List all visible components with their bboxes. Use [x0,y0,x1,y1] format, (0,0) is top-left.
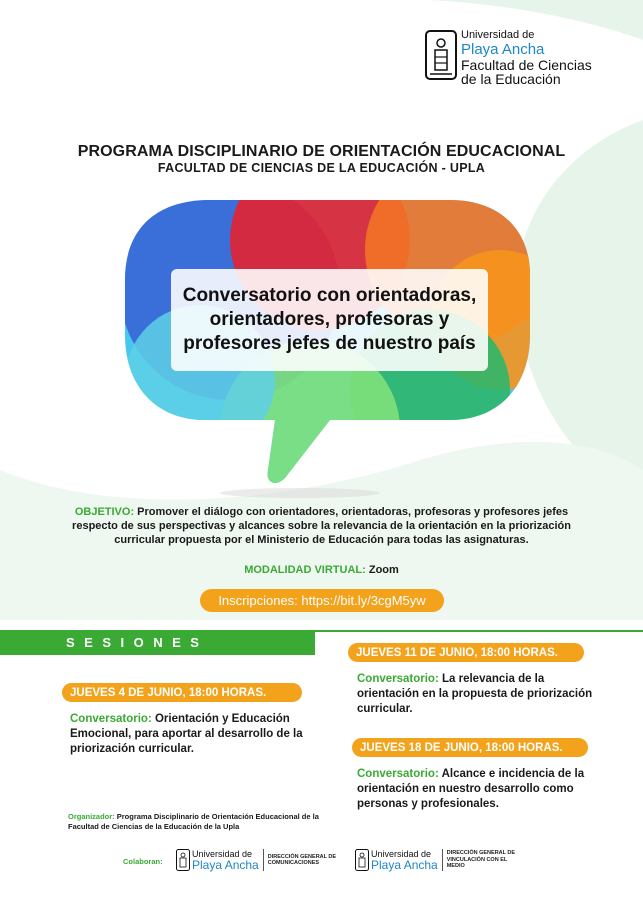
organizer-label: Organizador: [68,812,115,821]
session-description-3 [357,767,607,812]
university-emblem-icon [355,849,369,871]
session-text-2: La relevancia de la orientación en la propuesta de priorización curricular. [357,673,593,715]
session-label-1: Conversatorio: [70,713,152,725]
collaborator-2-line-2: Playa Ancha [371,857,438,872]
sessions-header [0,630,315,655]
organizer-text: Programa Disciplinario de Orientación Educacional de la Facultad de Ciencias de la Educación de la Upla [68,812,319,831]
page-title: PROGRAMA DISCIPLINARIO DE ORIENTACIÓN EDUCACIONAL [77,143,566,160]
collaborator-2-line-1: Universidad de [371,848,432,859]
collaborator-logo-2 [355,849,517,871]
session-date-2: JUEVES 11 DE JUNIO, 18:00 HORAS. [348,643,584,662]
modality-label: MODALIDAD VIRTUAL: [244,564,366,576]
sessions-divider [315,630,643,632]
collaborator-2-dept: DIRECCIÓN GENERAL DE VINCULACIÓN CON EL MEDIO [446,850,516,870]
divider [442,849,443,871]
collaborator-1-line-2: Playa Ancha [192,857,259,872]
collaborators-label: Colaboran: [123,857,163,866]
logo-line-4: de la Educación [461,71,561,87]
session-description-1 [70,712,310,757]
collaborator-1-dept: DIRECCIÓN GENERAL DE COMUNICACIONES [267,853,337,866]
registration-link[interactable]: Inscripciones: https://bit.ly/3cgM5yw [200,589,444,612]
objective-text: Promover el diálogo con orientadores, orientadoras, profesoras y profesores jefes respecto de sus perspectivas y alcances sobre la relevancia de la orientación en la priorización curricular propuesta por el Ministerio de Educación para todas las asignaturas. [72,506,571,546]
session-label-3: Conversatorio: [357,768,439,780]
university-logo [425,30,592,86]
logo-line-2: Playa Ancha [461,41,545,58]
university-emblem-icon [425,30,457,80]
objective-paragraph [60,505,583,547]
logo-line-1: Universidad de [461,29,535,41]
session-date-3: JUEVES 18 DE JUNIO, 18:00 HORAS. [352,738,588,757]
session-description-2 [357,672,597,717]
collaborator-logo-1 [176,849,338,871]
modality-line [0,564,643,576]
session-text-1: Orientación y Educación Emocional, para aportar al desarrollo de la priorización curricular. [70,713,303,755]
session-text-3: Alcance e incidencia de la orientación en nuestro desarrollo como personas y profesionales. [357,768,585,810]
sessions-title: SESIONES [66,635,209,650]
logo-line-3: Facultad de Ciencias [461,57,592,73]
session-date-1: JUEVES 4 DE JUNIO, 18:00 HORAS. [62,683,302,702]
collaborator-1-line-1: Universidad de [192,848,253,859]
divider [263,849,264,871]
bubble-text: Conversatorio con orientadoras, orientadores, profesoras y profesores jefes de nuestro país [171,269,488,371]
session-label-2: Conversatorio: [357,673,439,685]
page-subtitle: FACULTAD DE CIENCIAS DE LA EDUCACIÓN - UPLA [157,161,486,175]
modality-value: Zoom [365,564,399,576]
organizer-note [68,812,338,832]
objective-label: OBJETIVO: [74,506,135,518]
university-emblem-icon [176,849,190,871]
